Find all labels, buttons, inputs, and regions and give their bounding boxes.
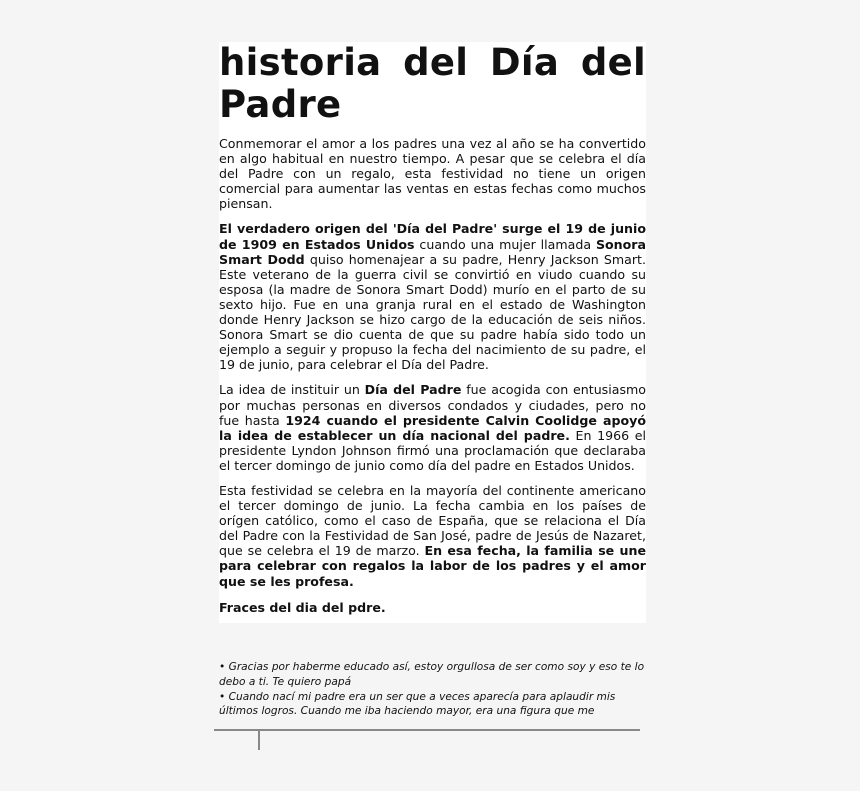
text-segment: cuando una mujer llamada — [414, 236, 596, 252]
text-segment: fue acogida con entusiasmo por muchas personas en diversos condados y ciudades, pero no fue hasta — [219, 382, 646, 428]
bold-text-segment: En esa fecha, la familia se une para celebrar con regalos la labor de los padres y el amor que se les profesa. — [219, 543, 646, 589]
document-body — [219, 136, 646, 623]
quote-item: • Cuando nací mi padre era un ser que a veces aparecía para aplaudir mis últimos logros. Cuando me iba haciendo mayor, era una figura que me — [219, 690, 616, 718]
paragraph-celebration — [219, 483, 646, 589]
text-segment: quiso homenajear a su padre, Henry Jackson Smart. Este veterano de la guerra civil se convirtió en viudo cuando su esposa (la madre de Sonora Smart Dodd) murío en el parto de su sexto hijo. Fue en una granja rural en el estado de Washington donde Henry Jackson se hizo cargo de la educación de seis niños. Sonora Smart se dio cuenta de que su padre había sido todo un ejemplo a seguir y propuso la fecha del nacimiento de su padre, el 19 de junio, para celebrar el Día del Padre. — [219, 251, 646, 373]
bold-text-segment: 1924 cuando el presidente Calvin Coolidge apoyó la idea de establecer un día nacional del padre. — [219, 412, 646, 443]
page-bottom-rule — [214, 729, 640, 731]
bold-text-segment: El verdadero origen del 'Día del Padre' surge el 19 de junio de 1909 en Estados Unidos — [219, 221, 646, 252]
quotes-list — [219, 660, 646, 719]
text-segment: Esta festividad se celebra en la mayoría del continente americano el tercer domingo de junio. La fecha cambia en los países de orígen católico, como el caso de España, que se relaciona el Día del Padre con la Festividad de San José, padre de Jesús de Nazaret, que se celebra el 19 de marzo. — [219, 482, 646, 559]
text-segment: En 1966 el presidente Lyndon Johnson firmó una proclamación que declaraba el tercer domingo de junio como día del padre en Estados Unidos. — [219, 427, 647, 473]
page-bottom-tick — [258, 731, 260, 750]
bold-text-segment: Sonora Smart Dodd — [219, 236, 646, 267]
quotes-heading: Fraces del dia del pdre. — [219, 599, 386, 615]
text-segment: Conmemorar el amor a los padres una vez al año se ha convertido en algo habitual en nuestro tiempo. A pesar que se celebra el día del Padre con un regalo, esta festividad no tiene un origen comercial para aumentar las ventas en estas fechas como muchos piensan. — [219, 136, 646, 212]
paragraph-intro — [219, 136, 646, 211]
document-page — [219, 42, 646, 623]
bold-text-segment: Día del Padre — [364, 382, 462, 398]
paragraph-institution — [219, 382, 646, 473]
quote-item: • Gracias por haberme educado así, estoy orgullosa de ser como soy y eso te lo debo a ti. Te quiero papá — [219, 661, 645, 688]
paragraph-origin — [219, 221, 646, 372]
text-segment: La idea de instituir un — [219, 382, 365, 398]
document-title: historia del Día del Padre — [219, 41, 646, 126]
